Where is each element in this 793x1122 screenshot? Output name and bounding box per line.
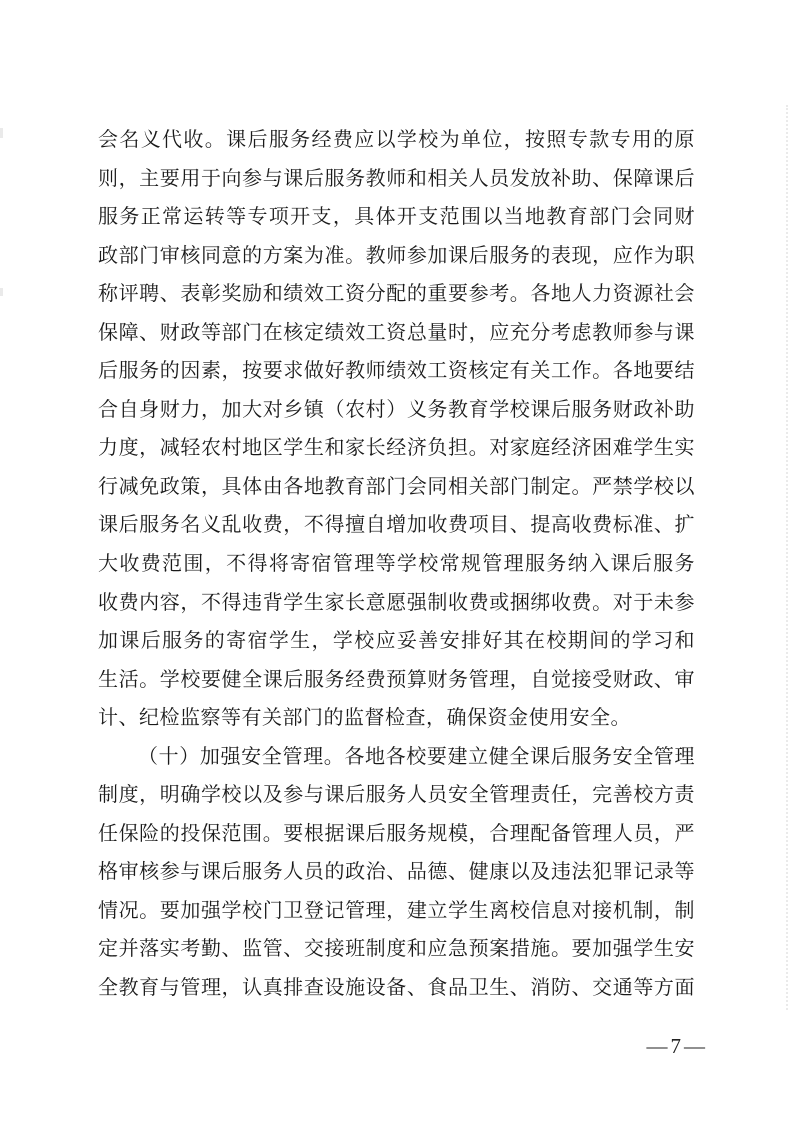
text-line: 后服务的因素，按要求做好教师绩效工资核定有关工作。各地要结 — [98, 360, 695, 383]
text-line: 保障、财政等部门在核定绩效工资总量时，应充分考虑教师参与课 — [98, 321, 695, 344]
text-line: 则，主要用于向参与课后服务教师和相关人员发放补助、保障课后 — [98, 167, 695, 190]
text-line: 大收费范围，不得将寄宿管理等学校常规管理服务纳入课后服务 — [98, 553, 695, 576]
text-line: 格审核参与课后服务人员的政治、品德、健康以及违法犯罪记录等 — [98, 861, 695, 884]
scan-edge-artifact-right — [786, 105, 788, 1010]
text-line: 服务正常运转等专项开支，具体开支范围以当地教育部门会同财 — [98, 206, 695, 229]
text-line: 合自身财力，加大对乡镇（农村）义务教育学校课后服务财政补助 — [98, 398, 695, 421]
text-line-paragraph-start: （十）加强安全管理。各地各校要建立健全课后服务安全管理 — [138, 745, 695, 768]
text-line: 行减免政策，具体由各地教育部门会同相关部门制定。严禁学校以 — [98, 475, 695, 498]
scan-edge-artifact-left — [0, 288, 3, 296]
text-line: 加课后服务的寄宿学生，学校应妥善安排好其在校期间的学习和 — [98, 630, 695, 653]
page-number: —7— — [646, 1034, 708, 1058]
text-line: 称评聘、表彰奖励和绩效工资分配的重要参考。各地人力资源社会 — [98, 283, 695, 306]
text-line: 生活。学校要健全课后服务经费预算财务管理，自觉接受财政、审 — [98, 668, 695, 691]
text-line: 制度，明确学校以及参与课后服务人员安全管理责任，完善校方责 — [98, 784, 695, 807]
text-line: 会名义代收。课后服务经费应以学校为单位，按照专款专用的原 — [98, 129, 695, 151]
text-line: 定并落实考勤、监管、交接班制度和应急预案措施。要加强学生安 — [98, 938, 695, 961]
text-line: 收费内容，不得违背学生家长意愿强制收费或捆绑收费。对于未参 — [98, 591, 695, 614]
text-line-paragraph-end: 计、纪检监察等有关部门的监督检查，确保资金使用安全。 — [98, 707, 631, 730]
text-line: 力度，减轻农村地区学生和家长经济负担。对家庭经济困难学生实 — [98, 437, 695, 460]
text-line: 政部门审核同意的方案为准。教师参加课后服务的表现，应作为职 — [98, 244, 695, 267]
body-text — [98, 121, 695, 1008]
text-line: 情况。要加强学校门卫登记管理，建立学生离校信息对接机制，制 — [98, 899, 695, 922]
text-line: 任保险的投保范围。要根据课后服务规模，合理配备管理人员，严 — [98, 822, 695, 845]
text-line: 全教育与管理，认真排查设施设备、食品卫生、消防、交通等方面 — [98, 977, 695, 1000]
text-line: 课后服务名义乱收费，不得擅自增加收费项目、提高收费标准、扩 — [98, 514, 695, 537]
scan-edge-artifact-left — [0, 128, 3, 138]
